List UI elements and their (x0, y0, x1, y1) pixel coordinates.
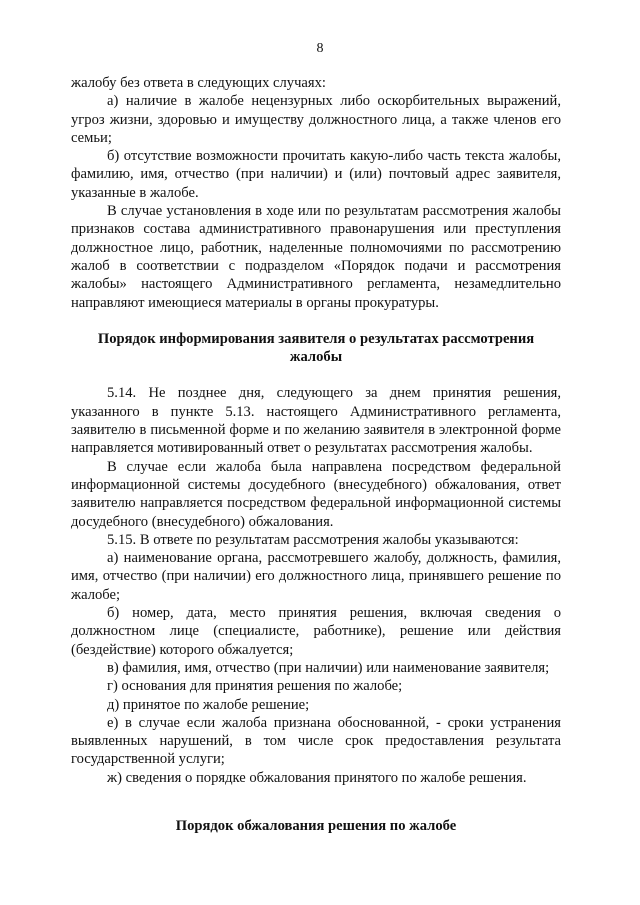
list-item-a: а) наименование органа, рассмотревшего жалобу, должность, фамилия, имя, отчество (при наличии) его должностного лица, принявшего решение по жалобе; (71, 550, 561, 603)
paragraph: В случае если жалоба была направлена посредством федеральной информационной системы досудебного (внесудебного) обжалования, ответ заявителю направляется посредством федеральной информационной системы досудебного (внесудебного) обжалования. (71, 458, 561, 530)
paragraph-5-15: 5.15. В ответе по результатам рассмотрения жалобы указываются: (107, 531, 519, 548)
paragraph-item-b: б) отсутствие возможности прочитать какую-либо часть текста жалобы, фамилию, имя, отчество (при наличии) и (или) почтовый адрес заявителя, указанные в жалобе. (71, 148, 561, 201)
section-heading-informing: Порядок информирования заявителя о результатах рассмотрения жалобы (97, 330, 535, 366)
list-item-zh: ж) сведения о порядке обжалования принятого по жалобе решения. (107, 769, 527, 786)
paragraph: В случае установления в ходе или по результатам рассмотрения жалобы признаков состава административного правонарушения или преступления должностное лицо, работник, наделенные полномочиями по рассмотрению жалоб в соответствии с подразделом «Порядок подачи и рассмотрения жалобы» настоящего Административного регламента, незамедлительно направляют имеющиеся материалы в органы прокуратуры. (71, 203, 561, 311)
section-heading-appeal: Порядок обжалования решения по жалобе (175, 817, 457, 834)
document-body (71, 74, 561, 835)
list-item-e: е) в случае если жалоба признана обоснованной, - сроки устранения выявленных нарушений, в том числе срок предоставления результата государственной услуги; (71, 714, 561, 768)
list-item-g: г) основания для принятия решения по жалобе; (107, 678, 403, 695)
page-number: 8 (316, 41, 324, 56)
paragraph-5-14: 5.14. Не позднее дня, следующего за днем принятия решения, указанного в пункте 5.13. настоящего Административного регламента, заявителю в письменной форме и по желанию заявителя в электронной форме направляется мотивированный ответ о результатах рассмотрения жалобы. (71, 385, 561, 457)
paragraph: жалобу без ответа в следующих случаях: (71, 75, 326, 91)
list-item-d: д) принятое по жалобе решение; (107, 696, 310, 713)
list-item-b: б) номер, дата, место принятия решения, включая сведения о должностном лице (специалисте, работнике), решение или действия (бездействие) которого обжалуется; (71, 605, 561, 658)
paragraph-item-a: а) наличие в жалобе нецензурных либо оскорбительных выражений, угроз жизни, здоровью и имуществу должностного лица, а также членов его семьи; (71, 93, 561, 146)
list-item-v: в) фамилия, имя, отчество (при наличии) или наименование заявителя; (107, 659, 550, 676)
